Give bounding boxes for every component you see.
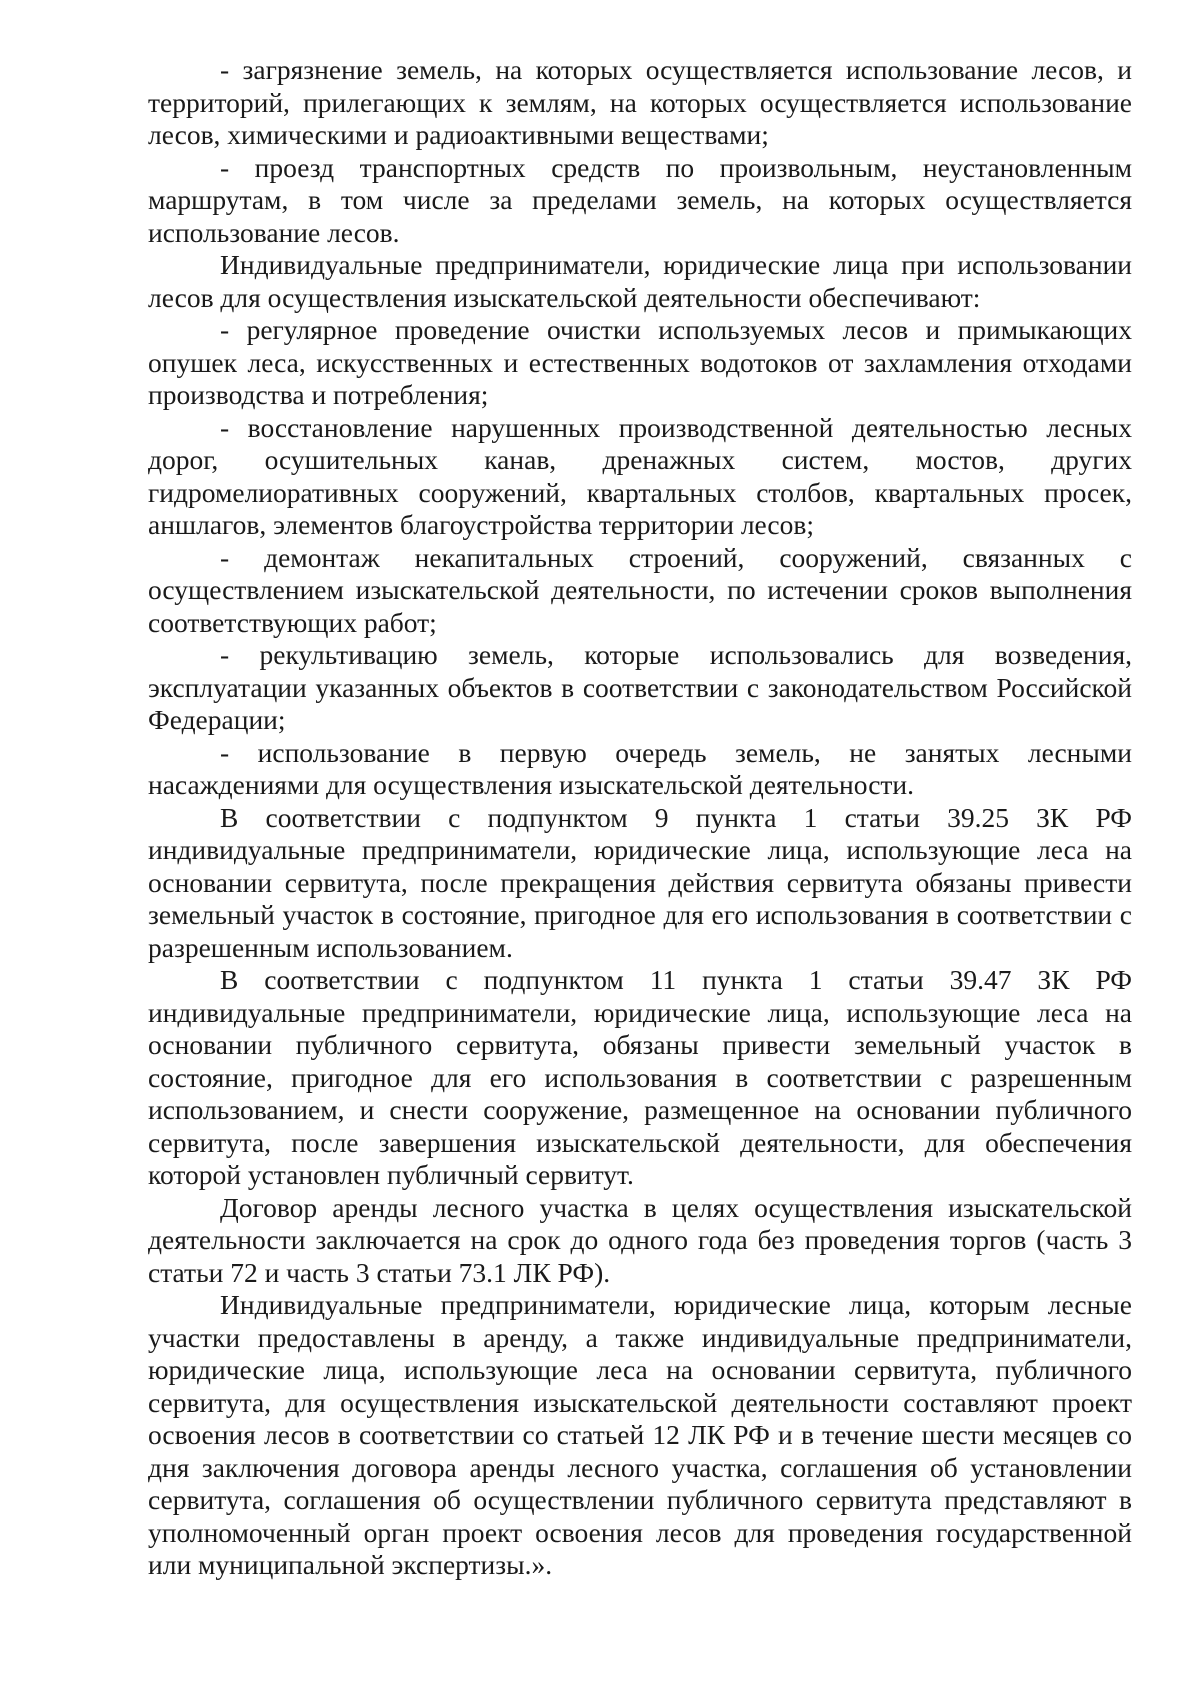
paragraph-9: В соответствии с подпунктом 9 пункта 1 статьи 39.25 ЗК РФ индивидуальные предприниматели, юридические лица, использующие леса на основании сервитута, после прекращения действия сервитута обязаны привести земельный участок в состояние, пригодное для его использования в соответствии с разрешенным использованием. [148,801,1132,963]
paragraph-10: В соответствии с подпунктом 11 пункта 1 статьи 39.47 ЗК РФ индивидуальные предприниматели, юридические лица, использующие леса на основании публичного сервитута, обязаны привести земельный участок в состояние, пригодное для его использования в соответствии с разрешенным использованием, и снести сооружение, размещенное на основании публичного сервитута, после завершения изыскательской деятельности, для обеспечения которой установлен публичный сервитут. [148,964,1132,1190]
paragraph-8: - использование в первую очередь земель, не занятых лесными насаждениями для осуществления изыскательской деятельности. [148,736,1132,800]
paragraph-2: - проезд транспортных средств по произвольным, неустановленным маршрутам, в том числе за пределами земель, на которых осуществляется использование лесов. [148,151,1132,248]
paragraph-7: - рекультивацию земель, которые использовались для возведения, эксплуатации указанных объектов в соответствии с законодательством Российской Федерации; [148,639,1132,735]
paragraph-5: - восстановление нарушенных производственной деятельностью лесных дорог, осушительных канав, дренажных систем, мостов, других гидромелиоративных сооружений, квартальных столбов, квартальных просек, аншлагов, элементов благоустройства территории лесов; [148,411,1132,540]
paragraph-3: Индивидуальные предприниматели, юридические лица при использовании лесов для осуществления изыскательской деятельности обеспечивают: [148,249,1132,313]
paragraph-4: - регулярное проведение очистки используемых лесов и примыкающих опушек леса, искусственных и естественных водотоков от захламления отходами производства и потребления; [148,314,1132,410]
document-page [148,54,1132,1582]
paragraph-12: Индивидуальные предприниматели, юридические лица, которым лесные участки предоставлены в аренду, а также индивидуальные предприниматели, юридические лица, использующие леса на основании сервитута, публичного сервитута, для осуществления изыскательской деятельности составляют проект освоения лесов в соответствии со статьей 12 ЛК РФ и в течение шести месяцев со дня заключения договора аренды лесного участка, соглашения об установлении сервитута, соглашения об осуществлении публичного сервитута представляют в уполномоченный орган проект освоения лесов для проведения государственной или муниципальной экспертизы.». [148,1289,1132,1580]
paragraph-11: Договор аренды лесного участка в целях осуществления изыскательской деятельности заключается на срок до одного года без проведения торгов (часть 3 статьи 72 и часть 3 статьи 73.1 ЛК РФ). [148,1191,1132,1288]
paragraph-6: - демонтаж некапитальных строений, сооружений, связанных с осуществлением изыскательской деятельности, по истечении сроков выполнения соответствующих работ; [148,541,1132,638]
paragraph-1: - загрязнение земель, на которых осуществляется использование лесов, и территорий, прилегающих к землям, на которых осуществляется использование лесов, химическими и радиоактивными веществами; [148,54,1132,150]
